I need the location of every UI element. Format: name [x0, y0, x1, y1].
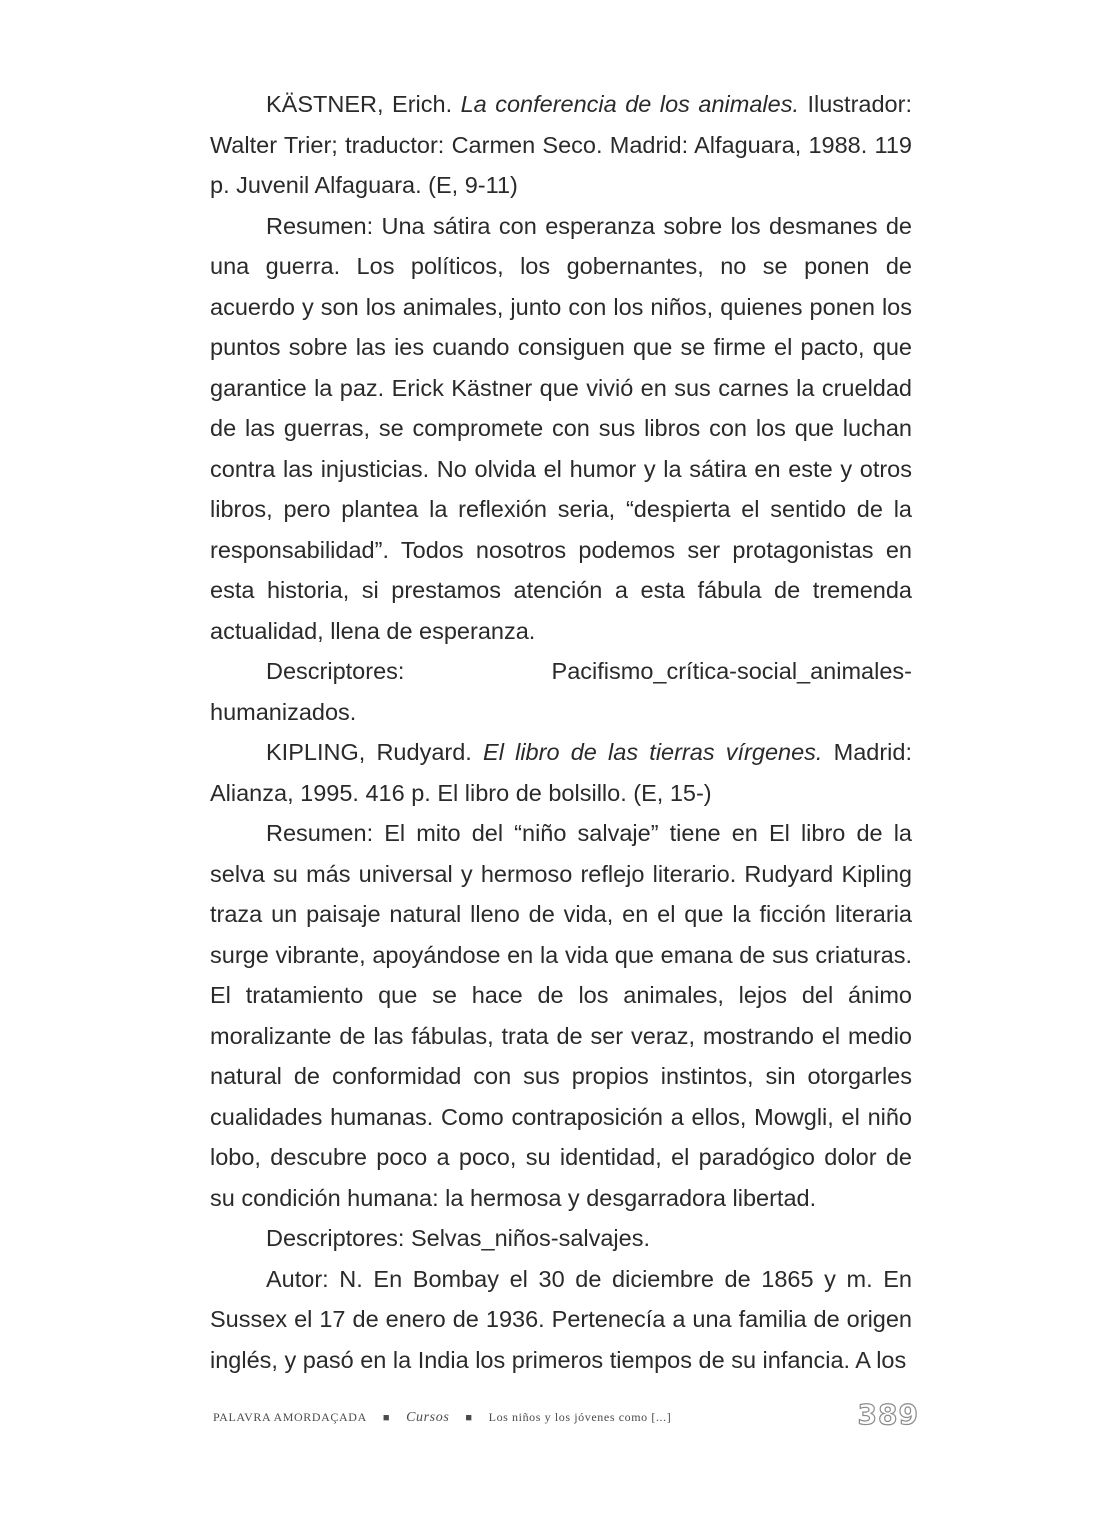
page-footer	[213, 1398, 919, 1438]
entry-title: La conferencia de los animales.	[460, 91, 799, 117]
entry-details: Ilustrador: Walter Trier; traductor: Carmen Seco. Madrid: Alfaguara, 1988. 119 p. Juvenil Alfaguara. (E, 9-11)	[210, 91, 912, 198]
entry-summary: Resumen: El mito del “niño salvaje” tiene en El libro de la selva su más universal y hermoso reflejo literario. Rudyard Kipling traza un paisaje natural lleno de vida, en el que la ficción literaria surge vibrante, apoyándose en la vida que emana de sus criaturas. El tratamiento que se hace de los animales, lejos del ánimo moralizante de las fábulas, trata de ser veraz, mostrando el medio natural de conformidad con sus propios instintos, sin otorgarles cualidades humanas. Como contraposición a ellos, Mowgli, el niño lobo, descubre poco a poco, su identidad, el paradógico dolor de su condición humana: la hermosa y desgarradora libertad.	[210, 820, 912, 1211]
page-number: 389	[857, 1398, 919, 1431]
page-body	[210, 84, 912, 1380]
entry-title: El libro de las tierras vírgenes.	[483, 739, 823, 765]
entry-summary: Resumen: Una sátira con esperanza sobre los desmanes de una guerra. Los políticos, los gobernantes, no se ponen de acuerdo y son los animales, junto con los niños, quienes ponen los puntos sobre las ies cuando consiguen que se firme el pacto, que garantice la paz. Erick Kästner que vivió en sus carnes la crueldad de las guerras, se compromete con sus libros con los que luchan contra las injusticias. No olvida el humor y la sátira en este y otros libros, pero plantea la reflexión seria, “despierta el sentido de la responsabilidad”. Todos nosotros podemos ser protagonistas en esta historia, si prestamos atención a esta fábula de tremenda actualidad, llena de esperanza.	[210, 212, 912, 644]
footer-separator: ■	[382, 1412, 391, 1424]
footer-publication: PALAVRA AMORDAÇADA	[213, 1410, 367, 1424]
entry-author: KÄSTNER, Erich.	[266, 91, 461, 117]
entry-descriptors: Descriptores: Selvas_niños-salvajes.	[266, 1225, 650, 1251]
bibliographic-entry	[210, 732, 912, 813]
bibliographic-entry	[210, 84, 912, 206]
entry-descriptors: Descriptores: Pacifismo_crítica-social_animales-humanizados.	[210, 658, 912, 725]
entry-author: KIPLING, Rudyard.	[266, 739, 484, 765]
footer-article-title: Los niños y los jóvenes como [...]	[488, 1410, 672, 1424]
footer-journal: Cursos	[406, 1410, 450, 1425]
footer-separator: ■	[465, 1412, 473, 1424]
running-footer	[213, 1410, 671, 1426]
entry-author-note: Autor: N. En Bombay el 30 de diciembre de 1865 y m. En Sussex el 17 de enero de 1936. Pertenecía a una familia de origen inglés, y pasó en la India los primeros tiempos de su infancia. A los	[210, 1265, 912, 1373]
entry-details: Madrid: Alianza, 1995. 416 p. El libro de bolsillo. (E, 15-)	[210, 739, 912, 806]
